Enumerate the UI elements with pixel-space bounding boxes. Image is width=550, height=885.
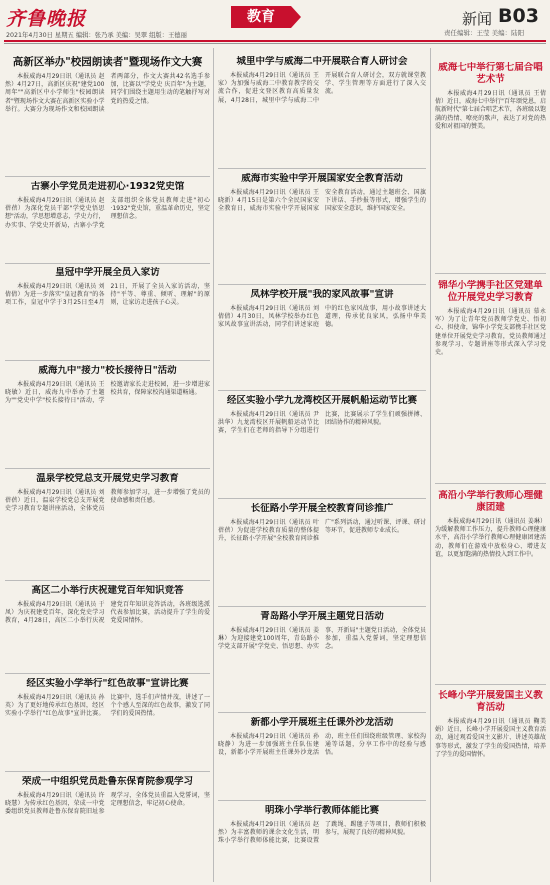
article-body	[5, 489, 210, 514]
article	[218, 805, 426, 881]
article-title: 长征路小学开展全校教育问诊推广	[250, 503, 394, 514]
article-title: 高新区举办"校园朗读者"暨现场作文大赛	[12, 56, 203, 68]
sidebar-article	[435, 690, 546, 880]
article-title: 威海七中举行第七届合唱艺术节	[438, 62, 543, 85]
article-title: 长峰小学开展爱国主义教育活动	[438, 690, 543, 713]
editors-line: 责任编辑：王莹 美编：陆阳	[444, 29, 525, 37]
article-title: 新都小学开展班主任课外沙龙活动	[250, 717, 394, 728]
article	[5, 776, 210, 881]
article-divider	[218, 168, 426, 169]
column-divider	[213, 48, 214, 882]
sidebar-article	[435, 490, 546, 680]
dateline: 2021年4月30日 星期五 编辑：张乃承 美编：吴翠 组版：王德丽	[6, 32, 187, 39]
article-body	[218, 733, 426, 758]
article-title: 经区实验小学九龙湾校区开展帆船运动节比赛	[226, 395, 417, 406]
article-text: 本报威海4月29日讯（通讯员 赵然）4月27日，高新区庆祝"建党100周年""高新区中小学师生"校园朗读者"暨现场作文大赛在高新区实验小学举行。大赛分为现场作文和校园朗读者两部分，作文大赛共42名选手参加，比赛以"学党史 庆百年"为主题，同学们围绕主题用生动的笔触抒写对党的热爱之情。	[5, 73, 210, 113]
article-title: 高区二小举行庆祝建党百年知识竞答	[31, 585, 184, 596]
article-divider	[218, 800, 426, 801]
article-divider	[5, 580, 210, 581]
article-text: 本报威海4月29日讯（通讯员 尹洪华）九龙湾校区开展帆船运动节比赛，学生们在老师的指导下分组进行比赛，比赛展示了学生们顽强拼搏、团结协作的精神风貌。	[218, 411, 426, 435]
article-title: 荣成一中组织党员赴鲁东保育院参观学习	[21, 776, 193, 787]
article	[218, 173, 426, 281]
article	[5, 585, 210, 670]
article-divider	[5, 176, 210, 177]
article-body	[5, 381, 210, 406]
article	[5, 181, 210, 261]
sidebar-article	[435, 62, 546, 270]
article-title: 城里中学与威海二中开展联合育人研讨会	[236, 56, 408, 67]
article	[218, 717, 426, 797]
article	[5, 56, 210, 174]
article-divider	[218, 284, 426, 285]
article-text: 本报威海4月29日讯（通讯员 鞠美娟）近日，长峰小学开展爱国主义教育活动，通过观看爱国主义影片、讲述英雄故事等形式，激发了学生的爱国热情，培养了学生的爱国情怀。	[435, 718, 546, 758]
article-text: 本报威海4月29日讯（通讯员 姜琳）为迎接建党100周年，青岛路小学党支部开展"学党史、悟思想、办实事、开新局"主题党日活动，全体党员参加，重温入党誓词，坚定理想信念。	[218, 627, 426, 651]
article	[218, 56, 426, 166]
article-text: 本报威海4月29日讯（通讯员 王晓敏）近日，威海九中举办了主题为""党史中学"校长接待日"活动，学校邀请家长走进校园，进一步增进家校共育，保障家校沟通渠道畅通。	[5, 381, 210, 405]
article-body	[218, 411, 426, 436]
article-title: 经区实验小学举行"红色故事"宣讲比赛	[26, 678, 189, 689]
article-body	[218, 305, 426, 330]
article	[5, 473, 210, 578]
article-text: 本报威海4月29日讯（通讯员 刘倩倩）4月30日，凤林学校举办红色家风故事宣讲活动，同学们讲述家庭中的红色家风故事，用小故事讲述大道理，传承优良家风，弘扬中华美德。	[218, 305, 426, 329]
section-tag: 教育	[231, 6, 291, 28]
article-divider	[218, 606, 426, 607]
page-number: B03	[498, 5, 539, 27]
article-body	[435, 308, 546, 357]
article-divider	[5, 360, 210, 361]
article-text: 本报威海4月29日讯（通讯员 于凤）为庆祝建党百年，深化党史学习教育，4月28日，高区二小举行庆祝建党百年知识竞答活动，各班级选派代表参加比赛，活动提升了学生的爱党爱国情怀。	[5, 601, 210, 625]
article-text: 本报威海4月29日讯（通讯员 刘蓓蓓）近日，温泉学校党总支开展党史学习教育专题讲座活动，全体党员教师参加学习，进一步增强了党员的使命感和责任感。	[5, 489, 210, 513]
article-divider	[435, 684, 546, 685]
article-title: 青岛路小学开展主题党日活动	[260, 611, 384, 622]
article-body	[5, 283, 210, 308]
article-body	[218, 189, 426, 214]
article-divider	[5, 771, 210, 772]
article-body	[5, 792, 210, 817]
article-body	[5, 73, 210, 114]
article-body	[5, 197, 210, 230]
news-label-text: 新闻	[462, 10, 493, 28]
article-divider	[435, 273, 546, 274]
article-title: 威海九中"接力"校长接待日"活动	[38, 365, 177, 376]
article-title: 锦华小学携手社区党建单位开展党史学习教育	[438, 280, 543, 303]
article-title: 温泉学校党总支开展党史学习教育	[36, 473, 179, 484]
article-divider	[5, 263, 210, 264]
article-title: 凤林学校开展"我的家风故事"宣讲	[250, 289, 394, 300]
article-divider	[218, 390, 426, 391]
article-text: 本报威海4月29日讯（通讯员 叶蓓蓓）为促进学校教育质量的整体提升，长征路小学开展"全校教育问诊推广"系列活动，通过听课、评课、研讨等环节，促进教师专业成长。	[218, 519, 426, 543]
article	[5, 365, 210, 465]
article-text: 本报威海4月29日讯（通讯员 孙英）为了更好地传承红色基因，经区实验小学举行"红色故事"宣讲比赛。比赛中，选手们声情并茂，讲述了一个个感人至深的红色故事，激发了同学们的爱国热情。	[5, 694, 210, 718]
article-body	[435, 90, 546, 131]
article-title: 皇冠中学开展全员入家访	[55, 267, 160, 278]
article-body	[435, 718, 546, 759]
article-divider	[218, 712, 426, 713]
article-body	[218, 627, 426, 652]
column-divider	[430, 48, 431, 882]
article-text: 本报威海4月29日讯（通讯员 刘倩倩）为进一步落实"皇冠教育"的各项工作，皇冠中学于3月25日至4月21日，开展了全员入家访活动，坚持"平等、尊重、倾听、理解"的原则，让家访走进孩子心灵。	[5, 283, 210, 307]
article	[218, 289, 426, 387]
article-text: 本报威海4月29日讯（通讯员 许晓慧）为传承红色基因，荣成一中党委组织党员教师赴鲁东保育院旧址参观学习，全体党员重温入党誓词，坚定理想信念，牢记初心使命。	[5, 792, 210, 816]
header-rule-thin	[4, 43, 546, 44]
article-divider	[435, 483, 546, 484]
article	[218, 395, 426, 495]
article	[5, 678, 210, 768]
article-divider	[5, 468, 210, 469]
article-body	[5, 694, 210, 719]
article-title: 明珠小学举行教师体能比赛	[264, 805, 379, 816]
article-text: 本报威海4月29日讯（通讯员 姜琳）为缓解教师工作压力，提升教师心理健康水平，高沿小学举行教师心理健康团建活动，教师们在游戏中放松身心、增进友谊，以更加饱满的热情投入到工作中。	[435, 518, 546, 558]
article-text: 本报威海4月29日讯（通讯员 赵蓓蓓）为深化党员干部"学党史悟思想"活动，学思想增意志，学史力行，办实事、学党史开新局，古寨小学党支部组织全体党员教师走进"初心·1932"党史馆，重温革命历史，坚定理想信念。	[5, 197, 210, 229]
article-body	[435, 518, 546, 559]
article	[5, 267, 210, 357]
article-text: 本报威海4月29日讯（通讯员 王家）为加强与威海二中教育教学的交流合作，促进文登区教育高质量发展，4月28日，城里中学与威海二中开展联合育人研讨会，双方就课堂教学、学生管理等方面进行了深入交流。	[218, 72, 426, 104]
article-title: 威海市实验中学开展国家安全教育活动	[241, 173, 403, 184]
article-divider	[5, 673, 210, 674]
article-divider	[218, 498, 426, 499]
article	[218, 611, 426, 709]
article-text: 本报威海4月29日讯（通讯员 慕永军）为了让青年党员教师学党史、悟初心、担使命，锦华小学党支部携手社区党建单位开展党史学习教育，党员教师通过参观学习、专题讲座等形式深入学习党史。	[435, 308, 546, 357]
article-title: 高沿小学举行教师心理健康团建	[438, 490, 543, 513]
article-body	[5, 601, 210, 626]
article-body	[218, 519, 426, 544]
article-text: 本报威海4月29日讯（通讯员 王晓新）4月15日是第六个全民国家安全教育日，威海市实验中学开展国家安全教育活动，通过主题班会、国旗下讲话、手抄报等形式，增强学生的国家安全意识，维护国家安全。	[218, 189, 426, 213]
article	[218, 503, 426, 603]
article-text: 本报威海4月29日讯（通讯员 孙晓静）为进一步加强班主任队伍建设，新都小学开展班主任课外沙龙活动，班主任们围绕班级管理、家校沟通等话题，分享工作中的经验与感悟。	[218, 733, 426, 757]
sidebar-article	[435, 280, 546, 480]
header-rule	[4, 40, 546, 42]
article-text: 本报威海4月29日讯（通讯员 王倩倩）近日，威海七中举行"百年颂党恩，启航新时代"第七届合唱艺术节，各班级以饱满的热情、嘹亮的歌声，表达了对党的热爱和对祖国的赞美。	[435, 90, 546, 130]
article-body	[218, 72, 426, 105]
masthead-logo: 齐鲁晚报	[6, 8, 87, 30]
article-body	[218, 821, 426, 846]
article-text: 本报威海4月29日讯（通讯员 赵然）为丰富教师的课余文化生活，明珠小学举行教师体能比赛，比赛设置了跳绳、踢毽子等项目，教师们积极参与，展现了良好的精神风貌。	[218, 821, 426, 845]
article-title: 古寨小学党员走进初心·1932党史馆	[30, 181, 185, 192]
news-label	[460, 8, 492, 29]
